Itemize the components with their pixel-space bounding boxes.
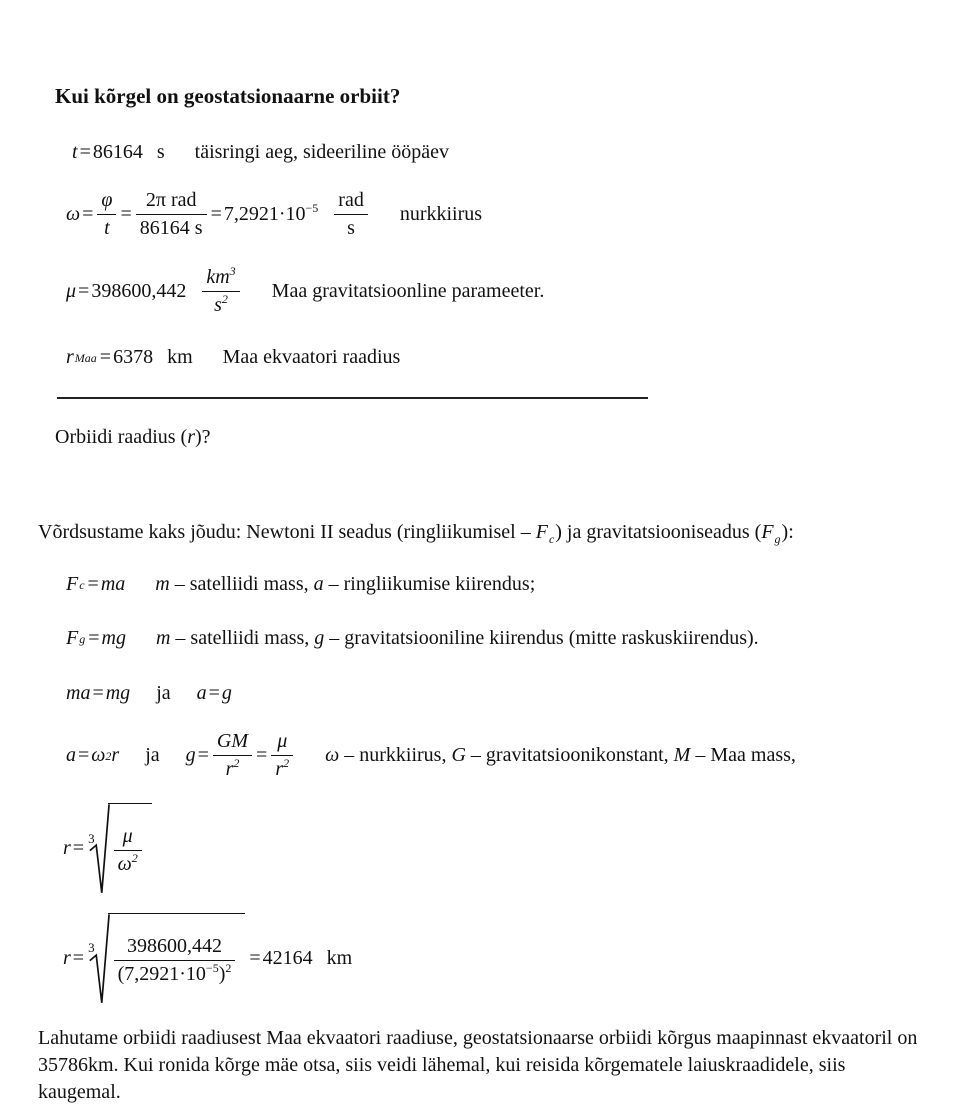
- fc-note: m – satelliidi mass, a – ringliikumise kiirendus;: [155, 573, 536, 595]
- equals-sign: =: [92, 682, 104, 704]
- t-value: 86164: [92, 141, 143, 163]
- equals-sign: =: [79, 141, 91, 163]
- equals-sign: =: [87, 573, 99, 595]
- earth-radius-equation: r Maa = 6378 km Maa ekvaatori raadius: [66, 346, 401, 368]
- equals-sign: =: [249, 946, 261, 969]
- equals-sign: =: [82, 203, 94, 225]
- two-pi-fraction: $\frac{\text{2π rad}}{86164 s}$: [136, 190, 207, 239]
- equals-sign: =: [78, 280, 90, 302]
- omega-value: $7,2921\cdot 10^{-5}$: [223, 201, 319, 225]
- omega-equation: [66, 190, 936, 239]
- equals-sign: =: [72, 837, 85, 860]
- fc-equation: F c = ma m – satelliidi mass, a – ringliikumise kiirendus;: [66, 573, 536, 595]
- section-divider: [57, 397, 648, 399]
- omega-exponent: −5: [305, 201, 319, 215]
- root-index: 3: [88, 830, 95, 846]
- radical-sign: [88, 803, 110, 895]
- acceleration-note: ω – nurkkiirus, G – gravitatsioonikonstant, M – Maa mass,: [325, 744, 796, 766]
- fg-rhs: mg: [101, 627, 126, 649]
- closing-paragraph: Lahutame orbiidi raadiusest Maa ekvaatori raadiuse, geostatsionaarse orbiidi kõrgus maapinnast ekvaatoril on 35786km. Kui ronida kõrge mäe otsa, siis veidi lähemal, kui reisida kõrgematele laiuskraadidele, siis kaugemal.: [38, 1027, 918, 1104]
- var-fg: F: [66, 627, 79, 649]
- ma-mg-equation: ma = mg ja a = g: [66, 682, 232, 704]
- equals-sign: =: [256, 744, 268, 766]
- orbit-radius-question: Orbiidi raadius (r)?: [55, 426, 211, 448]
- rad-per-s-fraction: $\frac{\text{rad}}{s}$: [334, 190, 368, 239]
- fg-note: m – satelliidi mass, g – gravitatsiooniline kiirendus (mitte raskuskiirendus).: [155, 627, 759, 649]
- ja-connector: ja: [145, 744, 160, 766]
- equals-sign: =: [78, 744, 90, 766]
- omega-note: nurkkiirus: [399, 203, 483, 225]
- earth-radius-note: Maa ekvaatori raadius: [222, 346, 401, 368]
- equals-sign: =: [210, 203, 222, 225]
- gm-over-r2-fraction: $\frac{GM}{r^2}$: [213, 731, 252, 780]
- var-r: r: [187, 426, 195, 448]
- phi-over-t-fraction: $\frac{\varphi}{t}$: [97, 190, 116, 239]
- var-fc: F: [66, 573, 79, 595]
- calculation-fraction: $\frac{398600,442}{(7,2921\cdot 10^{-5})^2}$: [114, 936, 236, 985]
- cube-root: [88, 803, 152, 895]
- mu-equation: [66, 264, 936, 316]
- fc-rhs: ma: [100, 573, 126, 595]
- mu-value: 398600,442: [91, 280, 187, 302]
- mu-over-omega2-fraction: $\frac{\mu}{\omega^2}$: [114, 826, 142, 875]
- radical-sign: [88, 913, 110, 1005]
- document-title: Kui kõrgel on geostatsionaarne orbiit?: [55, 84, 401, 108]
- var-omega: ω: [66, 203, 81, 225]
- radius-unit: km: [326, 946, 353, 969]
- var-mu: μ: [66, 280, 77, 302]
- r-maa-unit: km: [167, 346, 193, 368]
- root-index: 3: [88, 940, 95, 956]
- given-t-equation: [72, 141, 936, 164]
- var-t: t: [72, 141, 78, 163]
- radius-value: 42164: [262, 946, 313, 969]
- given-t-note: täisringi aeg, sideeriline ööpäev: [194, 141, 449, 163]
- r-maa-value: 6378: [113, 346, 154, 368]
- equals-sign: =: [72, 946, 85, 969]
- forces-intro: Võrdsustame kaks jõudu: Newtoni II seadus (ringliikumisel – $F_c$) ja gravitatsiooniseadus $(F_g)$:: [38, 521, 794, 546]
- radius-formula: r = 3 $\frac{\mu}{\omega^2}$: [63, 803, 936, 895]
- radius-calculation: r = 3 $\frac{398600,442}{(7,2921\cdot 10^{-5})^2}$ = 42164 km: [63, 913, 936, 1005]
- equals-sign: =: [99, 346, 112, 368]
- var-r-maa: r: [66, 346, 74, 368]
- equals-sign: =: [88, 627, 100, 649]
- ja-connector: ja: [156, 682, 171, 704]
- equals-sign: =: [120, 203, 132, 225]
- fg-equation: F g = mg m – satelliidi mass, g – gravitatsiooniline kiirendus (mitte raskuskiirendus).: [66, 627, 759, 649]
- t-unit: s: [156, 141, 165, 163]
- equals-sign: =: [197, 744, 209, 766]
- acceleration-equation: a = ω 2 r ja g = $\frac{GM}{r^2}$ = $\frac{\mu}{r^2}$ ω – nurkkiirus, G – gravitatsioonikonstant, M – Maa mass,: [66, 730, 796, 780]
- mu-note: Maa gravitatsioonline parameeter.: [271, 280, 545, 302]
- km3-per-s2-fraction: $\frac{km^3}{s^2}$: [202, 267, 239, 316]
- mu-over-r2-fraction: $\frac{\mu}{r^2}$: [271, 731, 293, 780]
- equals-sign: =: [208, 682, 220, 704]
- cube-root: [88, 913, 245, 1005]
